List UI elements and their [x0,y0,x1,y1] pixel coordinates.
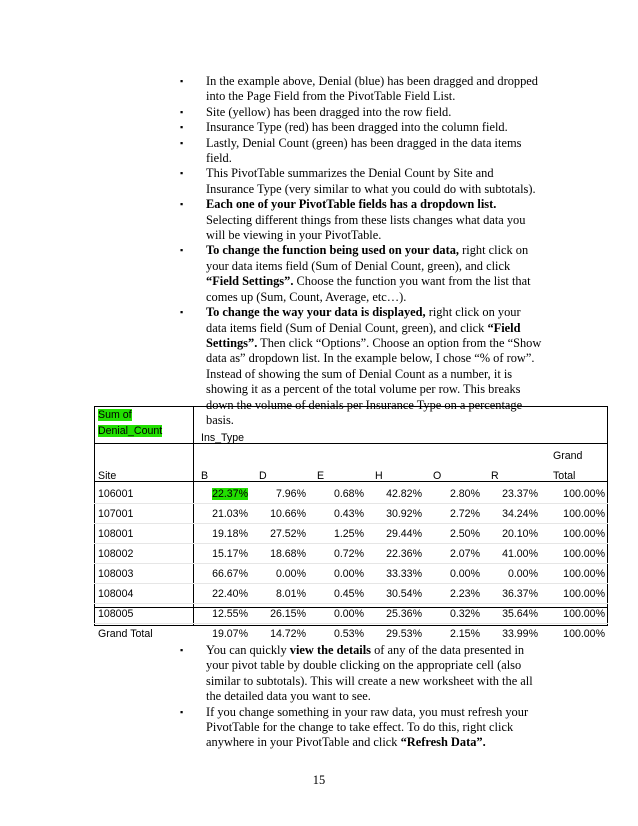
value-cell[interactable] [367,604,425,624]
bullet-marker: ▪ [180,307,184,318]
bullet-item [180,120,542,135]
value-cell[interactable] [367,484,425,504]
bullet-item [180,136,542,167]
row-field-label: Site [98,470,117,482]
table-row [94,504,608,524]
grand-total-header-line: Total [553,470,576,482]
column-header-r[interactable]: R [491,470,499,482]
value-text: 2.15% [449,627,480,640]
value-cell[interactable] [193,524,251,544]
value-cell[interactable] [193,544,251,564]
bullet-emphasis: To change the way your data is displayed, [206,305,426,320]
value-cell[interactable] [425,504,483,524]
value-text: 23.37% [502,487,538,500]
value-text: 0.00% [449,567,480,580]
value-cell[interactable] [309,624,367,644]
value-text: 26.15% [270,607,306,620]
bullet-emphasis: “Field Settings”. [206,320,521,350]
value-text: 22.40% [212,587,248,600]
value-text: 2.07% [449,547,480,560]
site-cell: 106001 [94,484,193,504]
value-cell[interactable] [483,544,541,564]
value-text: 27.52% [270,527,306,540]
value-text: 35.64% [502,607,538,620]
value-cell[interactable] [367,584,425,604]
row-total-cell[interactable]: 100.00% [541,604,608,624]
value-text: 34.24% [502,507,538,520]
value-text: 10.66% [270,507,306,520]
column-header-o[interactable]: O [433,470,442,482]
row-total-cell[interactable]: 100.00% [541,544,608,564]
value-text: 0.72% [333,547,364,560]
column-header-d[interactable]: D [259,470,267,482]
bullet-marker: ▪ [180,122,184,133]
bullet-text: right click on your data items field (Sum of Denial Count, green), and click [206,305,521,335]
bullet-marker: ▪ [180,706,184,717]
value-cell[interactable] [483,524,541,544]
bullet-text: In the example above, Denial (blue) has been dragged and dropped into the Page Field from the PivotTable Field List. [206,74,539,104]
data-field-button[interactable] [94,406,193,446]
value-cell[interactable] [193,504,251,524]
value-text: 15.17% [212,547,248,560]
site-cell: 108001 [94,524,193,544]
column-header-h[interactable]: H [375,470,383,482]
value-cell[interactable] [483,484,541,504]
value-cell[interactable] [309,544,367,564]
value-text: 0.32% [449,607,480,620]
grand-total-label: Grand Total [98,627,153,640]
site-cell: 108005 [94,604,193,624]
bullet-item [180,243,542,305]
bullet-emphasis: To change the function being used on your data, [206,243,460,258]
grand-total-header [541,446,608,484]
value-text: 29.44% [386,527,422,540]
value-cell[interactable] [309,604,367,624]
value-text: 22.36% [386,547,422,560]
value-text: 0.00% [275,567,306,580]
value-cell[interactable] [425,564,483,584]
value-cell[interactable] [251,504,309,524]
table-row [94,524,608,544]
bullet-text: You can quickly [206,643,290,657]
row-total-cell[interactable]: 100.00% [541,584,608,604]
bullet-marker: ▪ [180,106,184,117]
value-cell[interactable] [309,484,367,504]
value-text: 8.01% [275,587,306,600]
page-number: 15 [312,773,326,787]
bullet-emphasis: view the details [289,643,371,657]
value-cell[interactable] [425,624,483,644]
value-text: 42.82% [386,487,422,500]
value-text: 18.68% [270,547,306,560]
row-total-cell[interactable]: 100.00% [541,524,608,544]
value-cell[interactable] [251,484,309,504]
value-text: 2.72% [449,507,480,520]
table-row [94,564,608,584]
bullet-marker: ▪ [180,199,184,210]
value-text: 2.80% [449,487,480,500]
column-field-button[interactable] [193,406,608,446]
value-text: 21.03% [212,507,248,520]
value-cell[interactable] [483,584,541,604]
bullet-item [180,643,542,705]
bullet-text: Choose the function you want from the list that comes up (Sum, Count, Average, etc…). [206,274,531,304]
row-field-button[interactable] [94,446,193,484]
instructions-list-bottom [180,643,542,751]
value-text: 30.54% [386,587,422,600]
value-text: 0.00% [507,567,538,580]
value-cell[interactable] [483,604,541,624]
value-text: 33.33% [386,567,422,580]
bullet-emphasis: Each one of your PivotTable fields has a dropdown list. [206,197,497,212]
value-cell[interactable] [483,564,541,584]
value-cell[interactable] [367,564,425,584]
table-row [94,604,608,624]
value-text: 36.37% [502,587,538,600]
value-cell[interactable] [309,564,367,584]
site-cell: 107001 [94,504,193,524]
value-cell[interactable] [251,604,309,624]
column-field-label: Ins_Type [201,432,244,444]
bullet-text: If you change something in your raw data, you must refresh your PivotTable for the change to take effect. To do this, right click anywhere in your PivotTable and click [206,704,529,750]
value-text: 0.43% [333,507,364,520]
bullet-item [180,74,542,105]
value-text: 0.45% [333,587,364,600]
value-cell[interactable] [193,584,251,604]
value-cell[interactable] [483,624,541,644]
bullet-text: Then click “Options”. Choose an option from the “Show data as” dropdown list. In the example below, I chose “% of row”. Instead of showing the sum of Denial Count as a number, it is showing it as a percent of the total volume per row. This breaks down the volume of denials per Insurance Type on a percentage basis. [206,335,542,427]
value-cell[interactable] [193,564,251,584]
value-text: 0.00% [333,567,364,580]
value-cell[interactable] [251,624,309,644]
bullet-marker: ▪ [180,245,184,256]
value-text: 25.36% [386,607,422,620]
bullet-item [180,705,542,751]
row-total-cell[interactable]: 100.00% [541,504,608,524]
bullet-item [180,166,542,197]
bullet-item [180,197,542,243]
value-text: 7.96% [275,487,306,500]
value-cell[interactable] [251,524,309,544]
value-text: 12.55% [212,607,248,620]
data-field-label: Sum of [98,409,132,421]
value-cell[interactable] [251,544,309,564]
row-total-cell[interactable]: 100.00% [541,564,608,584]
value-text: 19.07% [212,627,248,640]
instructions-list-top [180,74,542,428]
value-cell[interactable] [425,584,483,604]
value-cell[interactable] [367,504,425,524]
data-field-label: Denial_Count [98,425,163,437]
bullet-text: Selecting different things from these lists changes what data you will be viewing in your PivotTable. [206,212,526,243]
value-cell[interactable] [483,504,541,524]
value-text: 66.67% [212,567,248,580]
column-header-b[interactable]: B [201,470,209,482]
value-text: 30.92% [386,507,422,520]
table-row [94,484,608,504]
value-cell[interactable] [367,624,425,644]
bullet-marker: ▪ [180,137,184,148]
value-text: 33.99% [502,627,538,640]
bullet-text: Insurance Type (red) has been dragged into the column field. [206,120,508,135]
value-cell[interactable] [251,564,309,584]
bullet-emphasis: “Field Settings”. [206,274,294,289]
value-text: 0.00% [333,607,364,620]
value-cell[interactable] [425,544,483,564]
value-cell[interactable] [193,604,251,624]
value-text: 20.10% [502,527,538,540]
value-cell[interactable] [367,524,425,544]
grand-total-header-line: Grand [553,450,583,462]
value-text: 19.18% [212,527,248,540]
value-text: 1.25% [333,527,364,540]
bullet-emphasis: “Refresh Data”. [400,735,486,750]
bullet-marker: ▪ [180,76,184,86]
row-total-cell[interactable]: 100.00% [541,484,608,504]
value-cell[interactable] [309,504,367,524]
grand-total-row [94,624,608,644]
value-text: 0.68% [333,487,364,500]
bullet-marker: ▪ [180,168,184,179]
bullet-text: Lastly, Denial Count (green) has been dragged in the data items field. [206,135,522,166]
value-text: 2.23% [449,587,480,600]
table-row [94,584,608,604]
pivot-table [94,406,608,643]
value-cell[interactable] [251,584,309,604]
value-text: 41.00% [502,547,538,560]
site-cell: 108003 [94,564,193,584]
value-cell[interactable] [193,484,251,504]
value-text: 14.72% [270,627,306,640]
value-cell[interactable] [309,584,367,604]
bullet-item [180,105,542,120]
site-cell: 108004 [94,584,193,604]
column-header-e[interactable]: E [317,470,325,482]
table-row [94,544,608,564]
value-cell[interactable] [425,524,483,544]
value-text: 22.37% [212,487,248,500]
value-cell[interactable] [309,524,367,544]
bullet-text: Site (yellow) has been dragged into the row field. [206,104,452,119]
value-cell[interactable] [425,604,483,624]
value-cell[interactable] [425,484,483,504]
value-text: 29.53% [386,627,422,640]
bullet-marker: ▪ [180,645,184,655]
bullet-text: right click on your data items field (Sum of Denial Count, green), and click [206,243,529,273]
bullet-text: of any of the data presented in your pivot table by double clicking on the appropriate cell (also similar to subtotals). This will create a new worksheet with the all the detailed data you want to see. [206,643,533,704]
bullet-text: This PivotTable summarizes the Denial Count by Site and Insurance Type (very similar to what you could do with subtotals). [206,166,536,196]
value-cell[interactable] [193,624,251,644]
value-text: 0.53% [333,627,364,640]
site-cell: 108002 [94,544,193,564]
value-text: 2.50% [449,527,480,540]
row-total-cell[interactable]: 100.00% [563,627,605,640]
value-cell[interactable] [367,544,425,564]
